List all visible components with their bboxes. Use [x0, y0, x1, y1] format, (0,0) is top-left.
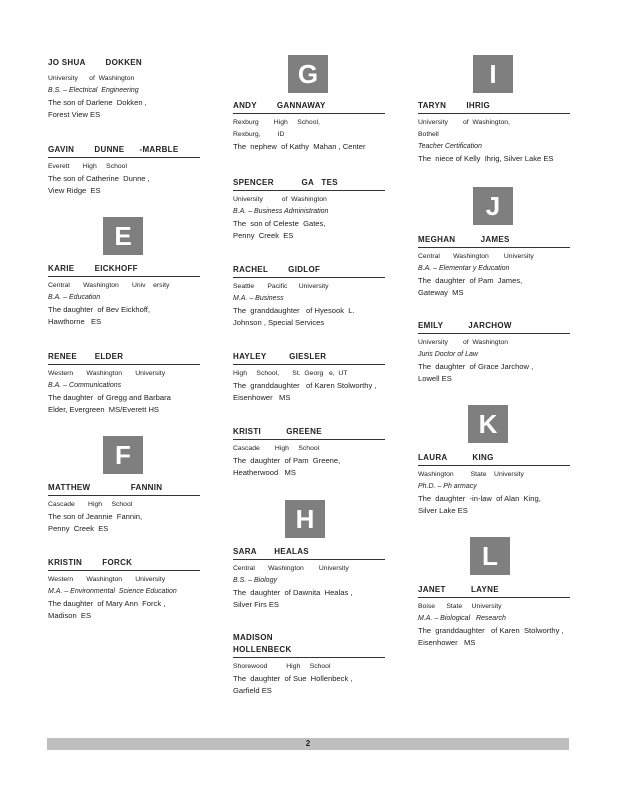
- entry-degree: B.A. – Business Administration: [233, 208, 329, 215]
- directory-entry: [418, 321, 570, 385]
- entry-relation: The nephew of Kathy Mahan , Center: [233, 142, 366, 151]
- entry-school: University of Washington: [233, 196, 327, 203]
- entry-degree: B.A. – Education: [48, 294, 101, 301]
- entry-name: EMILY JARCHOW: [418, 321, 570, 334]
- entry-name: KARIE EICKHOFF: [48, 264, 200, 277]
- entry-name: KRISTI GREENE: [233, 427, 385, 440]
- entry-school: Central Washington University: [418, 253, 534, 260]
- entry-relation: The daughter -in-law of Alan King,: [418, 494, 541, 503]
- entry-degree: B.A. – Elementar y Education: [418, 265, 510, 272]
- entry-relation: The son of Jeannie Fannin,: [48, 512, 143, 521]
- entry-school: Central Washington Univ ersity: [48, 282, 170, 289]
- entry-name: MEGHAN JAMES: [418, 235, 570, 248]
- directory-entry: [418, 101, 570, 165]
- entry-relation: The granddaughter of Hyesook L.: [233, 306, 355, 315]
- entry-school: Cascade High School: [233, 445, 320, 452]
- entry-school: University of Washington: [418, 339, 509, 346]
- entry-name: TARYN IHRIG: [418, 101, 570, 114]
- entry-location: Madison ES: [48, 611, 92, 620]
- entry-school: Boise State University: [418, 603, 502, 610]
- entry-name: RENEE ELDER: [48, 352, 200, 365]
- directory-entry: [233, 427, 385, 479]
- entry-location: Penny Creek ES: [48, 524, 109, 533]
- entry-location: View Ridge ES: [48, 186, 101, 195]
- entry-relation: The niece of Kelly Ihrig, Silver Lake ES: [418, 154, 554, 163]
- entry-degree: M.A. – Biological Research: [418, 615, 506, 622]
- directory-entry: [233, 547, 385, 611]
- section-letter-k: K: [468, 405, 508, 443]
- entry-relation: The daughter of Mary Ann Forck ,: [48, 599, 166, 608]
- entry-relation: The daughter of Gregg and Barbara: [48, 393, 171, 402]
- entry-location: Eisenhower MS: [233, 393, 291, 402]
- entry-relation: The daughter of Pam Greene,: [233, 456, 341, 465]
- directory-entry: [233, 352, 385, 404]
- entry-degree: M.A. – Environmental Science Education: [48, 588, 177, 595]
- entry-name: SPENCER GA TES: [233, 178, 385, 191]
- entry-school: Cascade High School: [48, 501, 133, 508]
- entry-relation: The granddaughter of Karen Stolworthy ,: [418, 626, 564, 635]
- entry-name: SARA HEALAS: [233, 547, 385, 560]
- entry-name: JO SHUA DOKKEN: [48, 58, 143, 67]
- directory-entry: [233, 633, 385, 697]
- directory-entry: [48, 58, 200, 121]
- entry-degree: B.S. – Biology: [233, 577, 277, 584]
- entry-school-location: Rexburg, ID: [233, 131, 285, 138]
- entry-relation: The granddaughter of Karen Stolworthy ,: [233, 381, 377, 390]
- entry-location: Eisenhower MS: [418, 638, 476, 647]
- entry-relation: The daughter of Bev Eickhoff,: [48, 305, 151, 314]
- directory-entry: [418, 585, 570, 649]
- entry-degree: B.A. – Communications: [48, 382, 122, 389]
- entry-location: Silver Firs ES: [233, 600, 279, 609]
- section-letter-h: H: [285, 500, 325, 538]
- entry-location: Elder, Evergreen MS/Everett HS: [48, 405, 159, 414]
- entry-relation: The daughter of Grace Jarchow ,: [418, 362, 534, 371]
- directory-entry: [48, 264, 200, 328]
- entry-school: Shorewood High School: [233, 663, 331, 670]
- directory-entry: [233, 101, 385, 153]
- entry-school: Washington State University: [418, 471, 524, 478]
- entry-name: RACHEL GIDLOF: [233, 265, 385, 278]
- entry-relation: The son of Catherine Dunne ,: [48, 174, 150, 183]
- entry-degree: Teacher Certification: [418, 143, 482, 150]
- directory-entry: [48, 483, 200, 535]
- entry-school: Everett High School: [48, 163, 127, 170]
- entry-name: KRISTIN FORCK: [48, 558, 200, 571]
- page-number: 2: [305, 739, 311, 748]
- footer-bar: [47, 738, 569, 750]
- entry-relation: The son of Darlene Dokken ,: [48, 98, 147, 107]
- entry-location: Hawthorne ES: [48, 317, 102, 326]
- entry-location: Lowell ES: [418, 374, 452, 383]
- entry-location: Penny Creek ES: [233, 231, 294, 240]
- section-letter-f: F: [103, 436, 143, 474]
- directory-entry: [48, 352, 200, 416]
- entry-school: University of Washington: [48, 75, 135, 82]
- entry-location: Garfield ES: [233, 686, 272, 695]
- section-letter-j: J: [473, 187, 513, 225]
- directory-entry: [233, 265, 385, 329]
- entry-name-first: MADISON: [233, 633, 273, 642]
- entry-school: Western Washington University: [48, 576, 166, 583]
- entry-school: High School, St. Georg e, UT: [233, 370, 348, 377]
- entry-school: University of Washington,: [418, 119, 510, 126]
- section-letter-e: E: [103, 217, 143, 255]
- entry-relation: The daughter of Sue Hollenbeck ,: [233, 674, 353, 683]
- entry-relation: The son of Celeste Gates,: [233, 219, 326, 228]
- entry-location: Forest View ES: [48, 110, 101, 119]
- directory-entry: [48, 145, 200, 197]
- entry-location: Gateway MS: [418, 288, 464, 297]
- entry-school: Central Washington University: [233, 565, 349, 572]
- entry-name: MATTHEW FANNIN: [48, 483, 200, 496]
- section-letter-g: G: [288, 55, 328, 93]
- entry-school-location: Bothell: [418, 131, 439, 138]
- entry-degree: M.A. – Business: [233, 295, 284, 302]
- directory-entry: [233, 178, 385, 242]
- entry-school: Western Washington University: [48, 370, 166, 377]
- entry-name: HAYLEY GIESLER: [233, 352, 385, 365]
- section-letter-i: I: [473, 55, 513, 93]
- section-letter-l: L: [470, 537, 510, 575]
- entry-name: ANDY GANNAWAY: [233, 101, 385, 114]
- entry-location: Heatherwood MS: [233, 468, 296, 477]
- entry-name-last: HOLLENBECK: [233, 645, 385, 658]
- entry-degree: B.S. – Electrical Engineering: [48, 87, 139, 94]
- entry-relation: The daughter of Pam James,: [418, 276, 523, 285]
- entry-relation: The daughter of Dawnita Healas ,: [233, 588, 353, 597]
- directory-entry: [418, 453, 570, 517]
- entry-location: Johnson , Special Services: [233, 318, 325, 327]
- entry-school: Rexburg High School,: [233, 119, 320, 126]
- entry-degree: Juris Doctor of Law: [418, 351, 478, 358]
- directory-entry: [48, 558, 200, 622]
- entry-degree: Ph.D. – Ph armacy: [418, 483, 477, 490]
- entry-name: GAVIN DUNNE -MARBLE: [48, 145, 200, 158]
- entry-school: Seattle Pacific University: [233, 283, 329, 290]
- directory-entry: [418, 235, 570, 299]
- entry-location: Silver Lake ES: [418, 506, 468, 515]
- entry-name: LAURA KING: [418, 453, 570, 466]
- entry-name: JANET LAYNE: [418, 585, 570, 598]
